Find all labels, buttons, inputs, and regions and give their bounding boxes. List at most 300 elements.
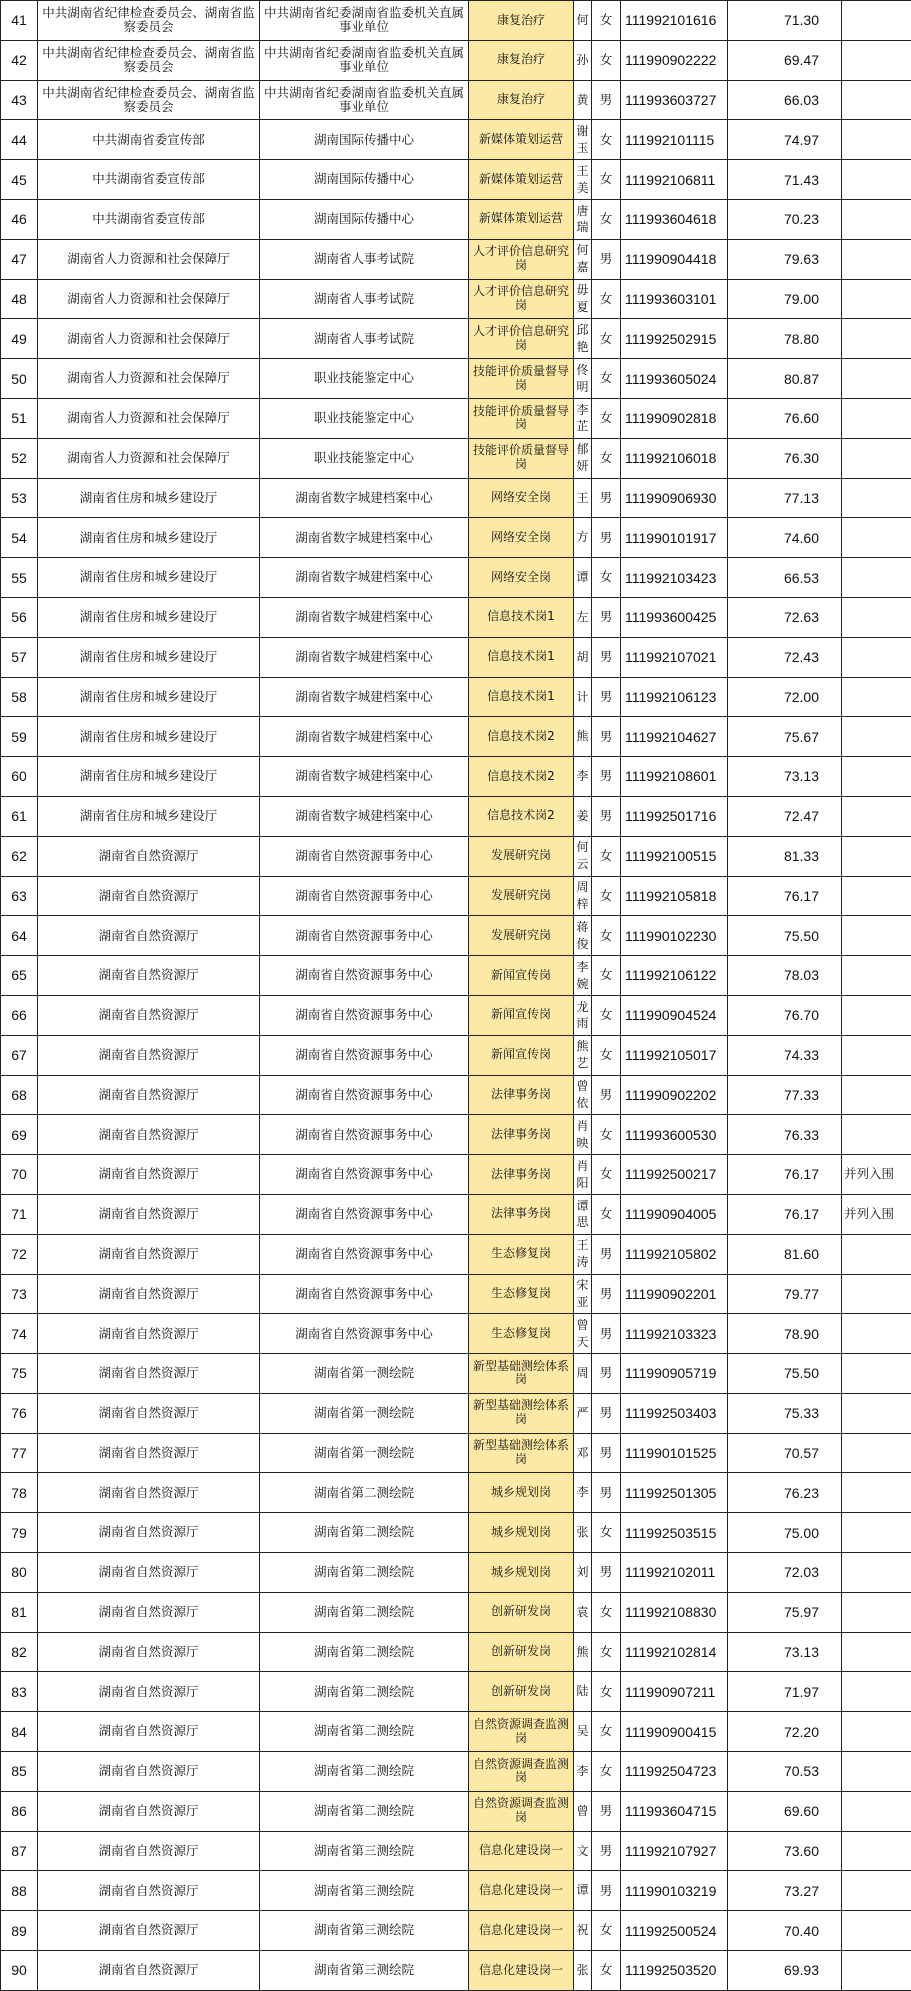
- table-row: [1, 1075, 911, 1115]
- gender-cell: 女: [592, 1712, 621, 1752]
- department-cell: 湖南省人力资源和社会保障厅: [38, 359, 260, 399]
- gender-cell: 男: [592, 637, 621, 677]
- row-number: 75: [1, 1354, 38, 1394]
- unit-cell: 湖南省第三测绘院: [260, 1951, 469, 1991]
- row-number: 76: [1, 1393, 38, 1433]
- row-number: 51: [1, 398, 38, 438]
- exam-id-cell: 111992108601: [621, 757, 728, 797]
- position-cell: 自然资源调查监测岗: [469, 1791, 574, 1831]
- note-cell: [842, 398, 911, 438]
- table-row: [1, 558, 911, 598]
- position-cell: 创新研发岗: [469, 1672, 574, 1712]
- name-cell: 陆: [574, 1672, 592, 1712]
- exam-id-cell: 111990904418: [621, 239, 728, 279]
- unit-cell: 湖南省自然资源事务中心: [260, 1115, 469, 1155]
- note-cell: [842, 1592, 911, 1632]
- department-cell: 湖南省自然资源厅: [38, 1951, 260, 1991]
- table-row: [1, 1473, 911, 1513]
- note-cell: [842, 916, 911, 956]
- note-cell: [842, 757, 911, 797]
- score-cell: 73.13: [728, 1632, 842, 1672]
- name-cell: 熊: [574, 717, 592, 757]
- gender-cell: 女: [592, 319, 621, 359]
- gender-cell: 女: [592, 1592, 621, 1632]
- score-cell: 77.33: [728, 1075, 842, 1115]
- table-row: [1, 717, 911, 757]
- gender-cell: 男: [592, 1473, 621, 1513]
- exam-id-cell: 111992502915: [621, 319, 728, 359]
- table-row: [1, 120, 911, 160]
- table-row: [1, 438, 911, 478]
- score-cell: 78.80: [728, 319, 842, 359]
- position-cell: 新闻宣传岗: [469, 995, 574, 1035]
- exam-id-cell: 111992106018: [621, 438, 728, 478]
- unit-cell: 湖南省自然资源事务中心: [260, 956, 469, 996]
- row-number: 63: [1, 876, 38, 916]
- name-cell: 何: [574, 1, 592, 41]
- gender-cell: 女: [592, 199, 621, 239]
- gender-cell: 女: [592, 160, 621, 200]
- exam-id-cell: 111992106122: [621, 956, 728, 996]
- name-cell: 左: [574, 597, 592, 637]
- gender-cell: 女: [592, 279, 621, 319]
- department-cell: 湖南省自然资源厅: [38, 836, 260, 876]
- department-cell: 湖南省自然资源厅: [38, 1314, 260, 1354]
- note-cell: [842, 279, 911, 319]
- position-cell: 发展研究岗: [469, 916, 574, 956]
- row-number: 89: [1, 1911, 38, 1951]
- note-cell: [842, 1553, 911, 1593]
- score-cell: 69.93: [728, 1951, 842, 1991]
- score-cell: 79.77: [728, 1274, 842, 1314]
- table-row: [1, 796, 911, 836]
- position-cell: 网络安全岗: [469, 558, 574, 598]
- gender-cell: 男: [592, 80, 621, 120]
- row-number: 48: [1, 279, 38, 319]
- exam-id-cell: 111990904005: [621, 1194, 728, 1234]
- table-row: [1, 1672, 911, 1712]
- row-number: 49: [1, 319, 38, 359]
- table-row: [1, 1632, 911, 1672]
- table-row: [1, 1, 911, 41]
- row-number: 58: [1, 677, 38, 717]
- department-cell: 湖南省自然资源厅: [38, 1194, 260, 1234]
- position-cell: 新媒体策划运营: [469, 120, 574, 160]
- table-row: [1, 677, 911, 717]
- exam-id-cell: 111992500524: [621, 1911, 728, 1951]
- table-row: [1, 160, 911, 200]
- score-cell: 66.03: [728, 80, 842, 120]
- position-cell: 法律事务岗: [469, 1075, 574, 1115]
- score-cell: 72.00: [728, 677, 842, 717]
- name-cell: 李芷: [574, 398, 592, 438]
- gender-cell: 女: [592, 398, 621, 438]
- row-number: 53: [1, 478, 38, 518]
- unit-cell: 职业技能鉴定中心: [260, 438, 469, 478]
- position-cell: 信息技术岗1: [469, 637, 574, 677]
- row-number: 50: [1, 359, 38, 399]
- unit-cell: 湖南省人事考试院: [260, 319, 469, 359]
- position-cell: 信息化建设岗一: [469, 1951, 574, 1991]
- department-cell: 湖南省人力资源和社会保障厅: [38, 319, 260, 359]
- name-cell: 李: [574, 757, 592, 797]
- unit-cell: 湖南省自然资源事务中心: [260, 1155, 469, 1195]
- position-cell: 生态修复岗: [469, 1234, 574, 1274]
- gender-cell: 男: [592, 1393, 621, 1433]
- note-cell: [842, 1075, 911, 1115]
- position-cell: 信息技术岗2: [469, 796, 574, 836]
- row-number: 87: [1, 1831, 38, 1871]
- exam-id-cell: 111993605024: [621, 359, 728, 399]
- department-cell: 湖南省自然资源厅: [38, 1433, 260, 1473]
- table-row: [1, 1155, 911, 1195]
- department-cell: 湖南省自然资源厅: [38, 916, 260, 956]
- exam-id-cell: 111992503520: [621, 1951, 728, 1991]
- gender-cell: 女: [592, 956, 621, 996]
- unit-cell: 湖南国际传播中心: [260, 199, 469, 239]
- score-cell: 81.60: [728, 1234, 842, 1274]
- table-row: [1, 1513, 911, 1553]
- note-cell: [842, 1115, 911, 1155]
- unit-cell: 湖南省第三测绘院: [260, 1831, 469, 1871]
- position-cell: 新媒体策划运营: [469, 199, 574, 239]
- department-cell: 湖南省住房和城乡建设厅: [38, 478, 260, 518]
- position-cell: 发展研究岗: [469, 876, 574, 916]
- row-number: 90: [1, 1951, 38, 1991]
- exam-id-cell: 111993603727: [621, 80, 728, 120]
- unit-cell: 湖南省第二测绘院: [260, 1553, 469, 1593]
- department-cell: 湖南省自然资源厅: [38, 1234, 260, 1274]
- unit-cell: 湖南省数字城建档案中心: [260, 677, 469, 717]
- note-cell: [842, 1473, 911, 1513]
- table-row: [1, 1553, 911, 1593]
- row-number: 57: [1, 637, 38, 677]
- exam-id-cell: 111990101525: [621, 1433, 728, 1473]
- department-cell: 湖南省住房和城乡建设厅: [38, 717, 260, 757]
- unit-cell: 湖南省自然资源事务中心: [260, 1075, 469, 1115]
- name-cell: 吴: [574, 1712, 592, 1752]
- unit-cell: 职业技能鉴定中心: [260, 398, 469, 438]
- gender-cell: 女: [592, 359, 621, 399]
- position-cell: 新型基础测绘体系岗: [469, 1393, 574, 1433]
- table-row: [1, 359, 911, 399]
- unit-cell: 湖南省自然资源事务中心: [260, 995, 469, 1035]
- unit-cell: 湖南省数字城建档案中心: [260, 796, 469, 836]
- gender-cell: 男: [592, 1075, 621, 1115]
- position-cell: 康复治疗: [469, 40, 574, 80]
- unit-cell: 湖南省第二测绘院: [260, 1712, 469, 1752]
- name-cell: 文: [574, 1831, 592, 1871]
- position-cell: 信息技术岗2: [469, 717, 574, 757]
- row-number: 72: [1, 1234, 38, 1274]
- table-row: [1, 1712, 911, 1752]
- row-number: 68: [1, 1075, 38, 1115]
- department-cell: 湖南省人力资源和社会保障厅: [38, 398, 260, 438]
- score-cell: 78.90: [728, 1314, 842, 1354]
- unit-cell: 湖南省第一测绘院: [260, 1433, 469, 1473]
- exam-id-cell: 111990102230: [621, 916, 728, 956]
- row-number: 43: [1, 80, 38, 120]
- gender-cell: 女: [592, 558, 621, 598]
- position-cell: 法律事务岗: [469, 1155, 574, 1195]
- department-cell: 湖南省住房和城乡建设厅: [38, 677, 260, 717]
- score-cell: 69.47: [728, 40, 842, 80]
- score-cell: 76.23: [728, 1473, 842, 1513]
- score-cell: 72.43: [728, 637, 842, 677]
- row-number: 70: [1, 1155, 38, 1195]
- unit-cell: 湖南省数字城建档案中心: [260, 717, 469, 757]
- exam-id-cell: 111992106811: [621, 160, 728, 200]
- unit-cell: 湖南省数字城建档案中心: [260, 558, 469, 598]
- gender-cell: 女: [592, 1513, 621, 1553]
- gender-cell: 女: [592, 1194, 621, 1234]
- gender-cell: 男: [592, 239, 621, 279]
- note-cell: [842, 1752, 911, 1792]
- score-cell: 74.60: [728, 518, 842, 558]
- unit-cell: 湖南省第二测绘院: [260, 1791, 469, 1831]
- note-cell: 并列入围: [842, 1155, 911, 1195]
- gender-cell: 男: [592, 478, 621, 518]
- gender-cell: 男: [592, 597, 621, 637]
- exam-id-cell: 111992108830: [621, 1592, 728, 1632]
- department-cell: 湖南省自然资源厅: [38, 1632, 260, 1672]
- name-cell: 黄: [574, 80, 592, 120]
- exam-id-cell: 111992107021: [621, 637, 728, 677]
- name-cell: 谢玉: [574, 120, 592, 160]
- table-row: [1, 1433, 911, 1473]
- exam-id-cell: 111992104627: [621, 717, 728, 757]
- exam-id-cell: 111992105017: [621, 1035, 728, 1075]
- note-cell: [842, 1314, 911, 1354]
- table-row: [1, 995, 911, 1035]
- position-cell: 新型基础测绘体系岗: [469, 1433, 574, 1473]
- row-number: 41: [1, 1, 38, 41]
- unit-cell: 湖南省第二测绘院: [260, 1513, 469, 1553]
- name-cell: 宋亚: [574, 1274, 592, 1314]
- unit-cell: 湖南省人事考试院: [260, 279, 469, 319]
- gender-cell: 男: [592, 518, 621, 558]
- name-cell: 李: [574, 1473, 592, 1513]
- unit-cell: 湖南省第二测绘院: [260, 1473, 469, 1513]
- position-cell: 信息技术岗2: [469, 757, 574, 797]
- row-number: 65: [1, 956, 38, 996]
- unit-cell: 湖南省第一测绘院: [260, 1354, 469, 1394]
- table-row: [1, 1592, 911, 1632]
- row-number: 60: [1, 757, 38, 797]
- unit-cell: 湖南省第二测绘院: [260, 1752, 469, 1792]
- name-cell: 袁: [574, 1592, 592, 1632]
- department-cell: 中共湖南省纪律检查委员会、湖南省监察委员会: [38, 40, 260, 80]
- unit-cell: 湖南省自然资源事务中心: [260, 1035, 469, 1075]
- score-cell: 80.87: [728, 359, 842, 399]
- table-row: [1, 279, 911, 319]
- note-cell: [842, 319, 911, 359]
- note-cell: [842, 1433, 911, 1473]
- table-row: [1, 1951, 911, 1991]
- row-number: 80: [1, 1553, 38, 1593]
- gender-cell: 女: [592, 995, 621, 1035]
- department-cell: 湖南省自然资源厅: [38, 1075, 260, 1115]
- table-row: [1, 1393, 911, 1433]
- unit-cell: 湖南省数字城建档案中心: [260, 478, 469, 518]
- unit-cell: 湖南国际传播中心: [260, 160, 469, 200]
- table-row: [1, 1274, 911, 1314]
- exam-id-cell: 111990103219: [621, 1871, 728, 1911]
- position-cell: 新闻宣传岗: [469, 1035, 574, 1075]
- name-cell: 胡: [574, 637, 592, 677]
- row-number: 42: [1, 40, 38, 80]
- gender-cell: 女: [592, 438, 621, 478]
- exam-id-cell: 111992100515: [621, 836, 728, 876]
- table-row: [1, 478, 911, 518]
- exam-id-cell: 111990902818: [621, 398, 728, 438]
- unit-cell: 中共湖南省纪委湖南省监委机关直属事业单位: [260, 1, 469, 41]
- position-cell: 生态修复岗: [469, 1274, 574, 1314]
- table-row: [1, 398, 911, 438]
- note-cell: [842, 1831, 911, 1871]
- table-row: [1, 956, 911, 996]
- note-cell: [842, 1393, 911, 1433]
- gender-cell: 女: [592, 1035, 621, 1075]
- row-number: 45: [1, 160, 38, 200]
- row-number: 64: [1, 916, 38, 956]
- position-cell: 信息技术岗1: [469, 677, 574, 717]
- position-cell: 人才评价信息研究岗: [469, 319, 574, 359]
- score-cell: 75.00: [728, 1513, 842, 1553]
- gender-cell: 男: [592, 796, 621, 836]
- name-cell: 何嘉: [574, 239, 592, 279]
- score-cell: 79.63: [728, 239, 842, 279]
- name-cell: 谭: [574, 558, 592, 598]
- score-cell: 72.20: [728, 1712, 842, 1752]
- score-cell: 70.40: [728, 1911, 842, 1951]
- score-cell: 70.23: [728, 199, 842, 239]
- note-cell: 并列入围: [842, 1194, 911, 1234]
- name-cell: 孙: [574, 40, 592, 80]
- row-number: 82: [1, 1632, 38, 1672]
- position-cell: 网络安全岗: [469, 518, 574, 558]
- name-cell: 唐瑞: [574, 199, 592, 239]
- note-cell: [842, 120, 911, 160]
- name-cell: 张: [574, 1951, 592, 1991]
- exam-id-cell: 111992101115: [621, 120, 728, 160]
- unit-cell: 湖南省数字城建档案中心: [260, 757, 469, 797]
- department-cell: 湖南省住房和城乡建设厅: [38, 597, 260, 637]
- name-cell: 李: [574, 1752, 592, 1792]
- table-row: [1, 916, 911, 956]
- department-cell: 湖南省人力资源和社会保障厅: [38, 438, 260, 478]
- note-cell: [842, 956, 911, 996]
- table-row: [1, 1035, 911, 1075]
- name-cell: 刘: [574, 1553, 592, 1593]
- name-cell: 龙雨: [574, 995, 592, 1035]
- position-cell: 城乡规划岗: [469, 1553, 574, 1593]
- department-cell: 湖南省自然资源厅: [38, 1712, 260, 1752]
- exam-id-cell: 111993604618: [621, 199, 728, 239]
- unit-cell: 湖南省自然资源事务中心: [260, 876, 469, 916]
- unit-cell: 湖南省自然资源事务中心: [260, 1194, 469, 1234]
- position-cell: 创新研发岗: [469, 1592, 574, 1632]
- department-cell: 湖南省自然资源厅: [38, 1473, 260, 1513]
- score-cell: 75.50: [728, 916, 842, 956]
- department-cell: 湖南省自然资源厅: [38, 876, 260, 916]
- position-cell: 城乡规划岗: [469, 1513, 574, 1553]
- department-cell: 湖南省自然资源厅: [38, 1115, 260, 1155]
- gender-cell: 女: [592, 120, 621, 160]
- exam-id-cell: 111990904524: [621, 995, 728, 1035]
- gender-cell: 女: [592, 40, 621, 80]
- row-number: 84: [1, 1712, 38, 1752]
- score-cell: 71.43: [728, 160, 842, 200]
- exam-id-cell: 111992500217: [621, 1155, 728, 1195]
- score-cell: 70.53: [728, 1752, 842, 1792]
- note-cell: [842, 80, 911, 120]
- unit-cell: 湖南省第一测绘院: [260, 1393, 469, 1433]
- note-cell: [842, 1951, 911, 1991]
- department-cell: 湖南省自然资源厅: [38, 1354, 260, 1394]
- row-number: 61: [1, 796, 38, 836]
- unit-cell: 湖南省自然资源事务中心: [260, 1274, 469, 1314]
- name-cell: 肖映: [574, 1115, 592, 1155]
- unit-cell: 职业技能鉴定中心: [260, 359, 469, 399]
- exam-id-cell: 111993603101: [621, 279, 728, 319]
- note-cell: [842, 478, 911, 518]
- position-cell: 新媒体策划运营: [469, 160, 574, 200]
- score-cell: 74.33: [728, 1035, 842, 1075]
- note-cell: [842, 199, 911, 239]
- note-cell: [842, 438, 911, 478]
- note-cell: [842, 1911, 911, 1951]
- row-number: 46: [1, 199, 38, 239]
- table-row: [1, 1911, 911, 1951]
- name-cell: 姜: [574, 796, 592, 836]
- department-cell: 湖南省自然资源厅: [38, 956, 260, 996]
- table-row: [1, 876, 911, 916]
- table-row: [1, 1194, 911, 1234]
- name-cell: 曾依: [574, 1075, 592, 1115]
- note-cell: [842, 160, 911, 200]
- position-cell: 法律事务岗: [469, 1194, 574, 1234]
- position-cell: 生态修复岗: [469, 1314, 574, 1354]
- department-cell: 湖南省自然资源厅: [38, 1035, 260, 1075]
- score-cell: 76.17: [728, 1155, 842, 1195]
- exam-id-cell: 111990902222: [621, 40, 728, 80]
- table-row: [1, 1791, 911, 1831]
- name-cell: 熊: [574, 1632, 592, 1672]
- position-cell: 网络安全岗: [469, 478, 574, 518]
- department-cell: 湖南省自然资源厅: [38, 1831, 260, 1871]
- gender-cell: 男: [592, 1274, 621, 1314]
- name-cell: 王涛: [574, 1234, 592, 1274]
- exam-id-cell: 111992501716: [621, 796, 728, 836]
- table-row: [1, 637, 911, 677]
- department-cell: 湖南省自然资源厅: [38, 1592, 260, 1632]
- table-row: [1, 239, 911, 279]
- table-row: [1, 319, 911, 359]
- exam-id-cell: 111990101917: [621, 518, 728, 558]
- exam-id-cell: 111992503403: [621, 1393, 728, 1433]
- name-cell: 谭思: [574, 1194, 592, 1234]
- unit-cell: 湖南省第二测绘院: [260, 1592, 469, 1632]
- note-cell: [842, 597, 911, 637]
- name-cell: 曾: [574, 1791, 592, 1831]
- department-cell: 湖南省自然资源厅: [38, 995, 260, 1035]
- exam-id-cell: 111992102011: [621, 1553, 728, 1593]
- unit-cell: 湖南省第二测绘院: [260, 1672, 469, 1712]
- name-cell: 何云: [574, 836, 592, 876]
- name-cell: 邱艳: [574, 319, 592, 359]
- unit-cell: 湖南省自然资源事务中心: [260, 916, 469, 956]
